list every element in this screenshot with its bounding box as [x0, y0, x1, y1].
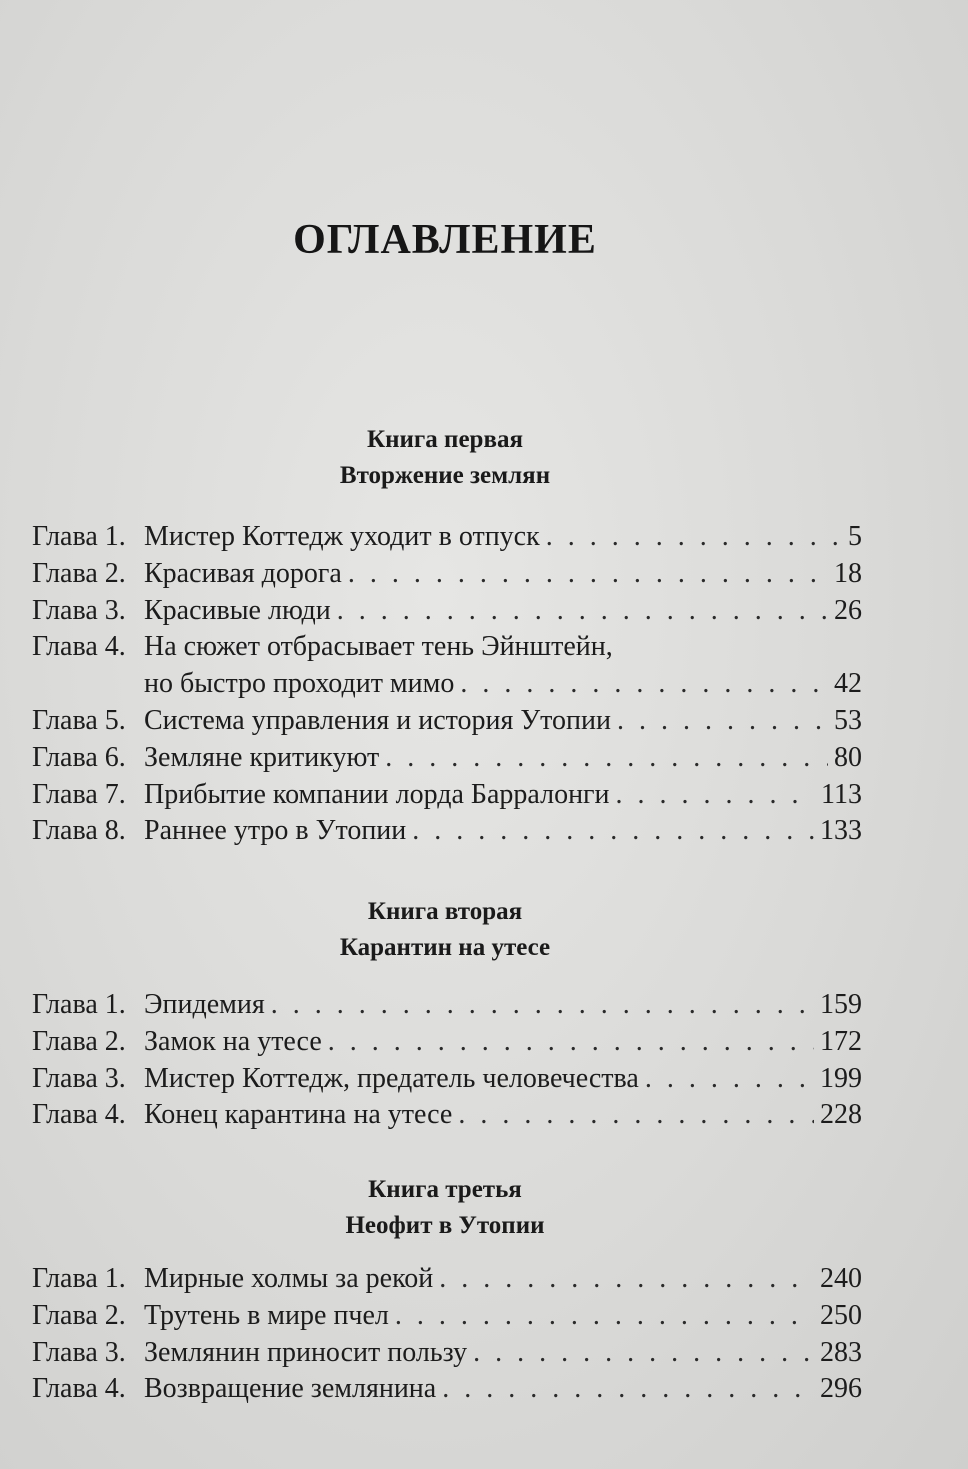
chapter-title: Земляне критикуют — [144, 741, 380, 773]
toc-entry[interactable] — [32, 519, 862, 556]
page-number: 133 — [820, 815, 862, 847]
dot-leader — [546, 519, 842, 556]
toc-entry[interactable] — [32, 987, 862, 1024]
chapter-title: Красивая дорога — [144, 557, 342, 589]
page-number: 159 — [820, 989, 862, 1020]
page-number: 18 — [834, 557, 862, 589]
dot-leader — [617, 703, 828, 740]
chapter-title: Конец карантина на утесе — [144, 1099, 453, 1131]
book-heading: Книга третья — [368, 1176, 522, 1203]
book-subtitle: Карантин на утесе — [339, 934, 551, 961]
chapter-number: Глава 1. — [32, 521, 126, 552]
chapter-title: На сюжет отбрасывает тень Эйнштейн, — [144, 631, 613, 663]
dot-leader — [616, 777, 816, 814]
chapter-number: Глава 4. — [32, 631, 126, 663]
dot-leader — [439, 1261, 814, 1298]
page-number: 228 — [820, 1099, 862, 1131]
toc-entry[interactable] — [32, 556, 862, 593]
toc-entry[interactable] — [32, 1261, 862, 1298]
dot-leader — [328, 1024, 814, 1061]
dot-leader — [412, 813, 814, 850]
dot-leader — [645, 1061, 814, 1098]
book-3-header — [0, 1172, 890, 1244]
book-2-header — [0, 894, 890, 966]
toc-entry[interactable] — [32, 1371, 862, 1408]
chapter-title: Система управления и история Утопии — [144, 704, 611, 736]
toc-entry[interactable] — [32, 1335, 862, 1372]
page-number: 26 — [834, 594, 862, 626]
chapter-title: Трутень в мире пчел — [144, 1299, 389, 1331]
page-number: 172 — [820, 1025, 862, 1057]
chapter-title: Красивые люди — [144, 594, 331, 626]
book-1-header — [0, 422, 890, 494]
chapter-number: Глава 5. — [32, 704, 126, 736]
book-1-chapter-list — [32, 519, 862, 850]
page-number: 199 — [820, 1062, 862, 1094]
toc-entry[interactable] — [32, 1024, 862, 1061]
dot-leader — [385, 740, 828, 777]
page-number: 5 — [848, 521, 862, 552]
chapter-title: Мистер Коттедж уходит в отпуск — [144, 521, 540, 552]
chapter-title: Раннее утро в Утопии — [144, 815, 407, 847]
chapter-title: Замок на утесе — [144, 1025, 322, 1057]
chapter-title: Эпидемия — [144, 989, 265, 1020]
chapter-number: Глава 2. — [32, 1299, 126, 1331]
page-number: 80 — [834, 741, 862, 773]
dot-leader — [337, 593, 828, 630]
chapter-number: Глава 7. — [32, 778, 126, 810]
dot-leader — [442, 1371, 814, 1408]
chapter-number: Глава 3. — [32, 1336, 126, 1368]
chapter-number: Глава 4. — [32, 1373, 126, 1405]
toc-entry[interactable] — [32, 1298, 862, 1335]
dot-leader — [271, 987, 814, 1024]
page-number: 42 — [834, 668, 862, 700]
chapter-title-continued: но быстро проходит мимо — [144, 668, 455, 700]
book-heading: Книга первая — [367, 426, 523, 453]
page-number: 250 — [820, 1299, 862, 1331]
chapter-title: Возвращение землянина — [144, 1373, 437, 1405]
page-number: 296 — [820, 1373, 862, 1405]
page-number: 283 — [820, 1336, 862, 1368]
book-heading: Книга вторая — [367, 898, 523, 925]
toc-entry[interactable] — [32, 813, 862, 850]
chapter-title: Прибытие компании лорда Барралонги — [144, 778, 610, 810]
toc-entry[interactable] — [32, 740, 862, 777]
toc-entry[interactable] — [32, 1097, 862, 1134]
dot-leader — [473, 1335, 814, 1372]
chapter-number: Глава 2. — [32, 1025, 126, 1057]
chapter-number: Глава 4. — [32, 1099, 126, 1131]
page-number: 53 — [834, 704, 862, 736]
toc-entry[interactable] — [32, 703, 862, 740]
chapter-number: Глава 1. — [32, 989, 126, 1020]
toc-entry[interactable] — [32, 593, 862, 630]
chapter-number: Глава 8. — [32, 815, 126, 847]
toc-entry-multiline[interactable] — [32, 629, 862, 703]
dot-leader — [395, 1298, 814, 1335]
chapter-number: Глава 6. — [32, 741, 126, 773]
page-number: 240 — [820, 1263, 862, 1294]
chapter-number: Глава 2. — [32, 557, 126, 589]
page-title: ОГЛАВЛЕНИЕ — [293, 217, 597, 263]
page-number: 113 — [821, 778, 862, 810]
toc-entry[interactable] — [32, 1061, 862, 1098]
chapter-title: Мистер Коттедж, предатель человечества — [144, 1062, 639, 1094]
toc-entry[interactable] — [32, 777, 862, 814]
book-2-chapter-list — [32, 987, 862, 1134]
chapter-number: Глава 3. — [32, 1062, 126, 1094]
dot-leader — [460, 666, 828, 703]
book-3-chapter-list — [32, 1261, 862, 1408]
book-subtitle: Вторжение землян — [339, 462, 551, 489]
dot-leader — [348, 556, 828, 593]
chapter-number: Глава 1. — [32, 1263, 126, 1294]
chapter-title: Землянин приносит пользу — [144, 1336, 468, 1368]
chapter-number: Глава 3. — [32, 594, 126, 626]
dot-leader — [458, 1097, 814, 1134]
book-subtitle: Неофит в Утопии — [345, 1212, 545, 1239]
chapter-title: Мирные холмы за рекой — [144, 1263, 434, 1294]
